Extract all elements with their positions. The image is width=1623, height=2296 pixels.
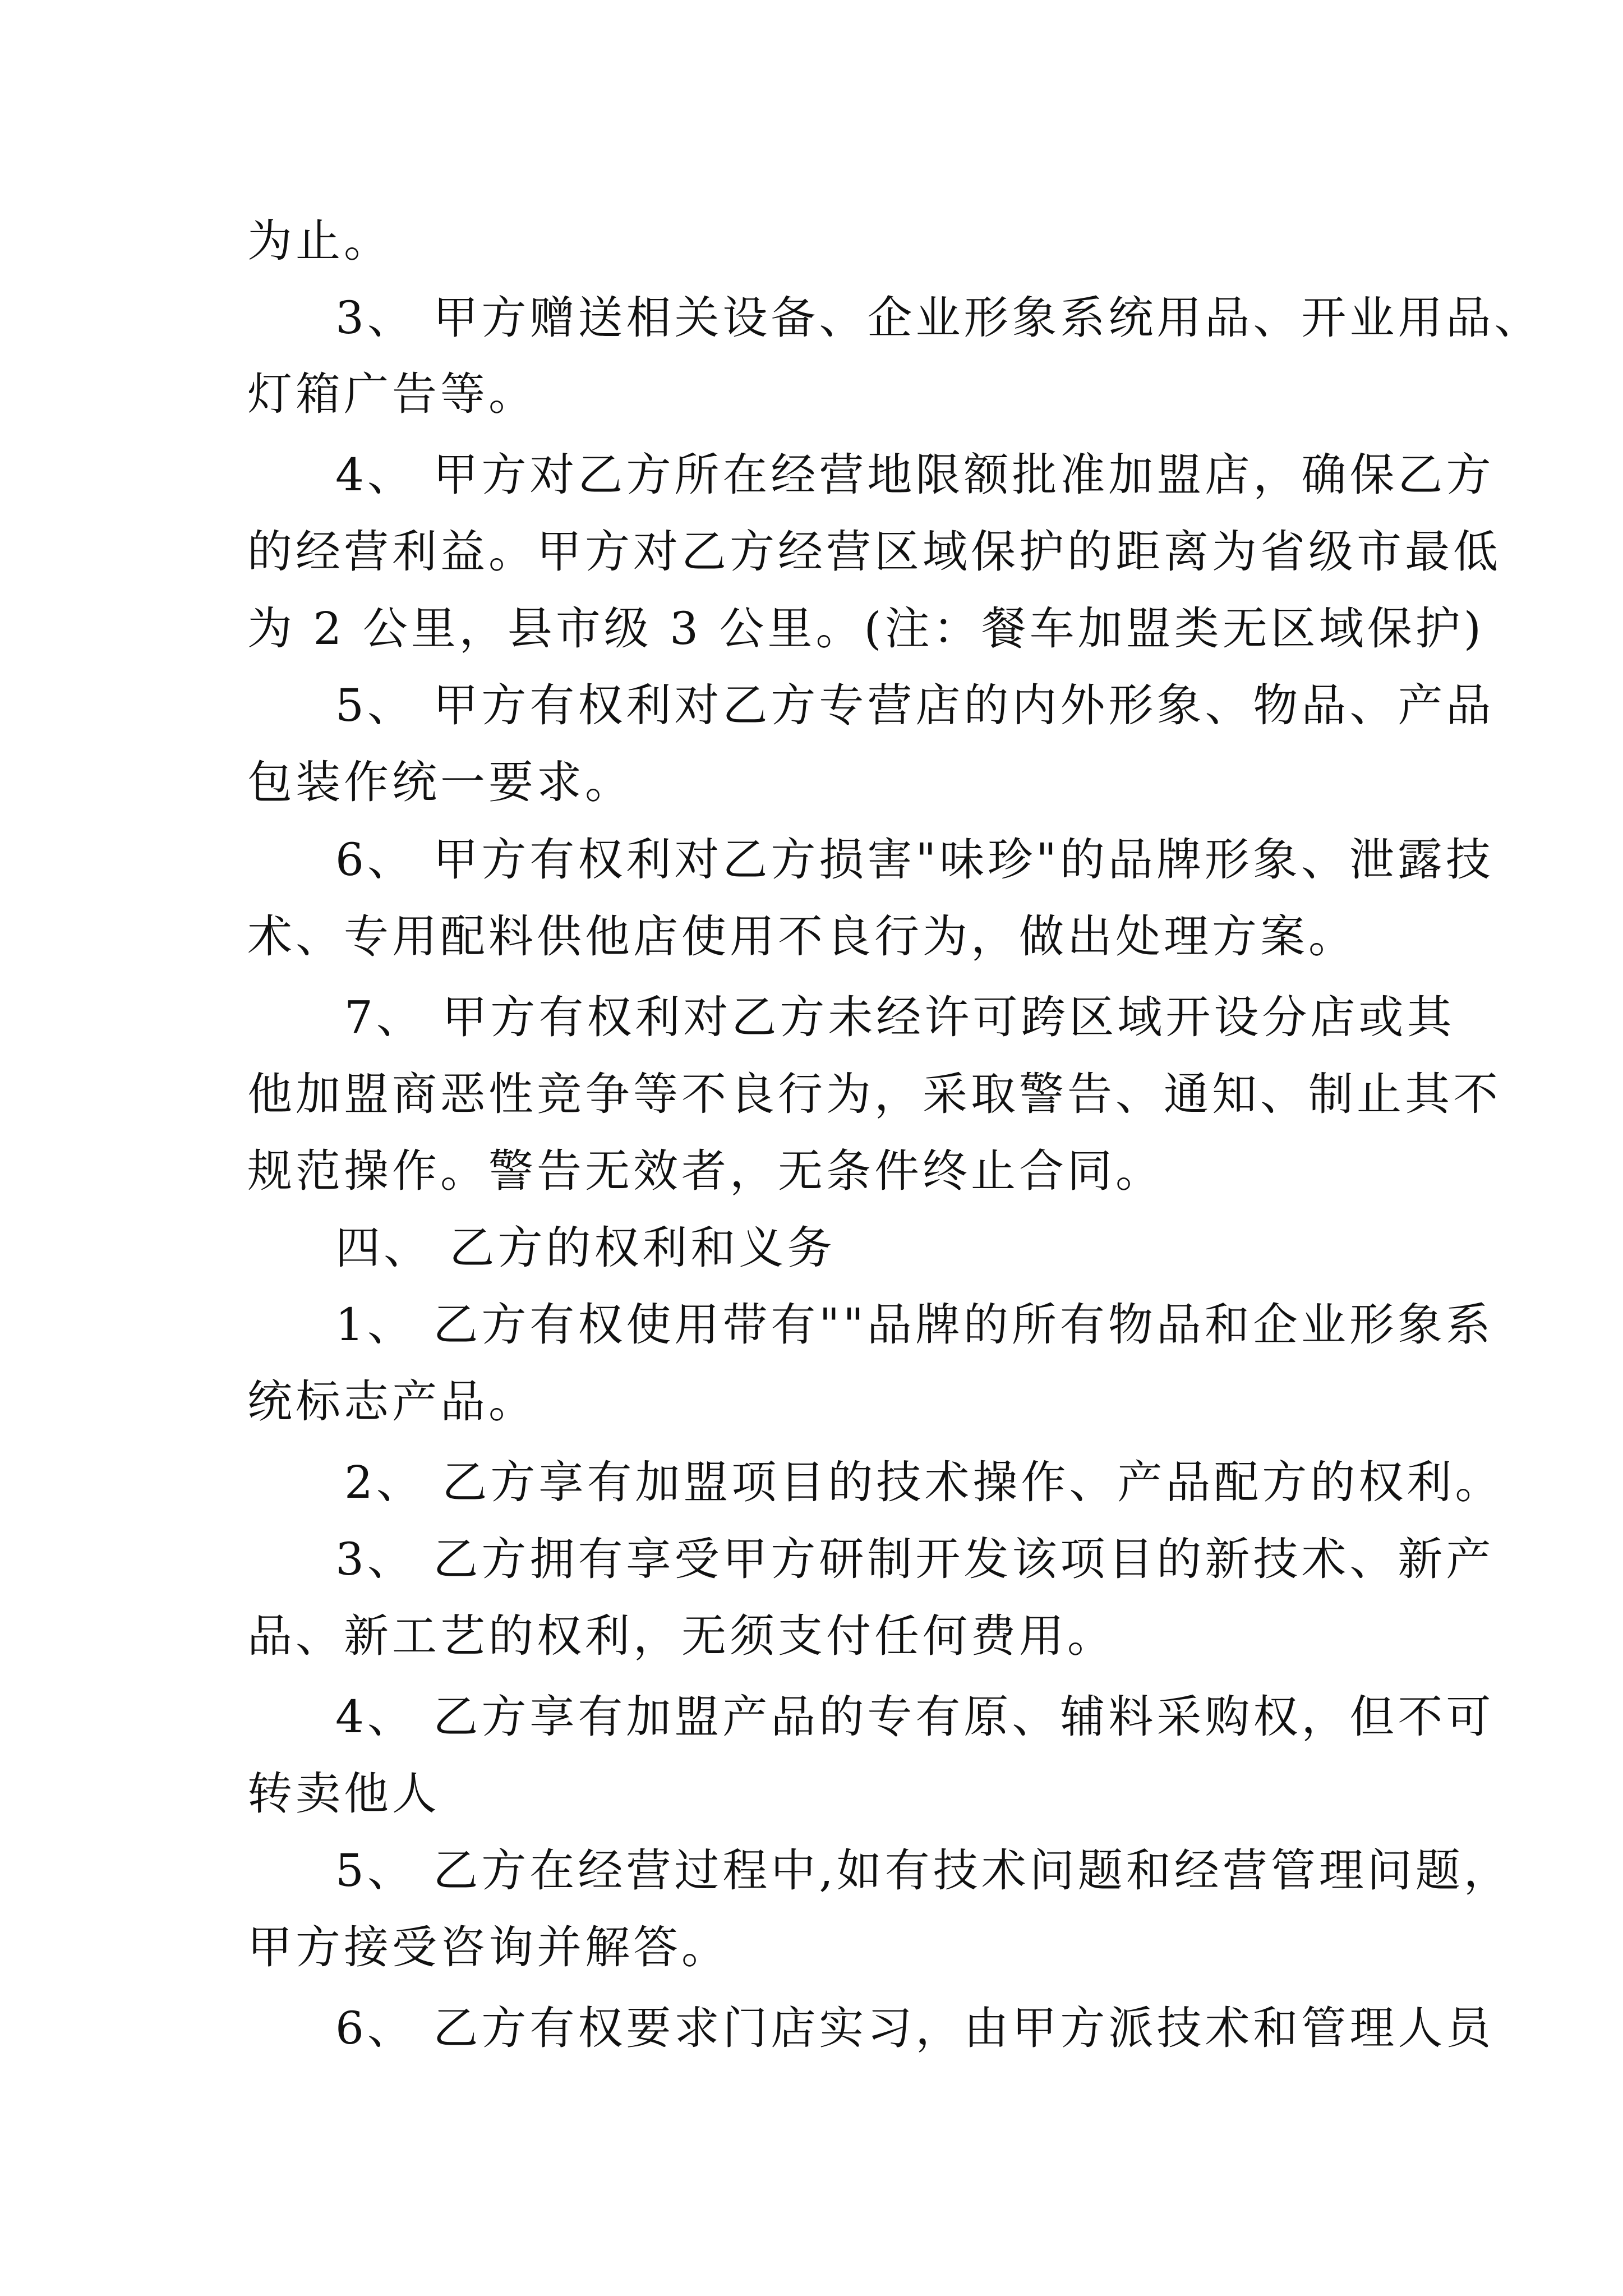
text-line: 6、 乙方有权要求门店实习，由甲方派技术和管理人员	[335, 2002, 1495, 2054]
text-line: 4、 甲方对乙方所在经营地限额批准加盟店，确保乙方	[335, 449, 1495, 501]
text-line: 4、 乙方享有加盟产品的专有原、辅料采购权，但不可	[335, 1691, 1495, 1743]
text-line: 的经营利益。甲方对乙方经营区域保护的距离为省级市最低	[247, 526, 1501, 578]
text-line: 1、 乙方有权使用带有""品牌的所有物品和企业形象系	[335, 1299, 1494, 1351]
text-line: 为 2 公里，县市级 3 公里。(注：餐车加盟类无区域保护)	[247, 602, 1484, 655]
text-line: 规范操作。警告无效者，无条件终止合同。	[247, 1145, 1164, 1197]
text-line: 统标志产品。	[247, 1375, 537, 1428]
text-line: 品、新工艺的权利，无须支付任何费用。	[247, 1610, 1115, 1662]
text-line: 2、 乙方享有加盟项目的技术操作、产品配方的权利。	[344, 1456, 1504, 1508]
text-line: 7、 甲方有权利对乙方未经许可跨区域开设分店或其	[344, 991, 1455, 1043]
text-line: 灯箱广告等。	[247, 368, 537, 420]
text-line: 他加盟商恶性竞争等不良行为，采取警告、通知、制止其不	[247, 1068, 1501, 1120]
text-line: 5、 乙方在经营过程中,如有技术问题和经营管理问题，	[335, 1844, 1512, 1897]
text-line: 为止。	[247, 215, 392, 267]
text-line: 术、专用配料供他店使用不良行为，做出处理方案。	[247, 910, 1357, 963]
text-line: 3、 乙方拥有享受甲方研制开发该项目的新技术、新产	[335, 1533, 1495, 1585]
text-line: 甲方接受咨询并解答。	[247, 1921, 730, 1973]
text-line: 5、 甲方有权利对乙方专营店的内外形象、物品、产品	[335, 679, 1495, 731]
section-heading: 四、 乙方的权利和义务	[335, 1222, 836, 1274]
text-line: 6、 甲方有权利对乙方损害"味珍"的品牌形象、泄露技	[335, 834, 1494, 886]
text-line: 包装作统一要求。	[247, 756, 633, 808]
text-line: 转卖他人	[247, 1768, 440, 1820]
text-line: 3、 甲方赠送相关设备、企业形象系统用品、开业用品、	[335, 292, 1543, 344]
